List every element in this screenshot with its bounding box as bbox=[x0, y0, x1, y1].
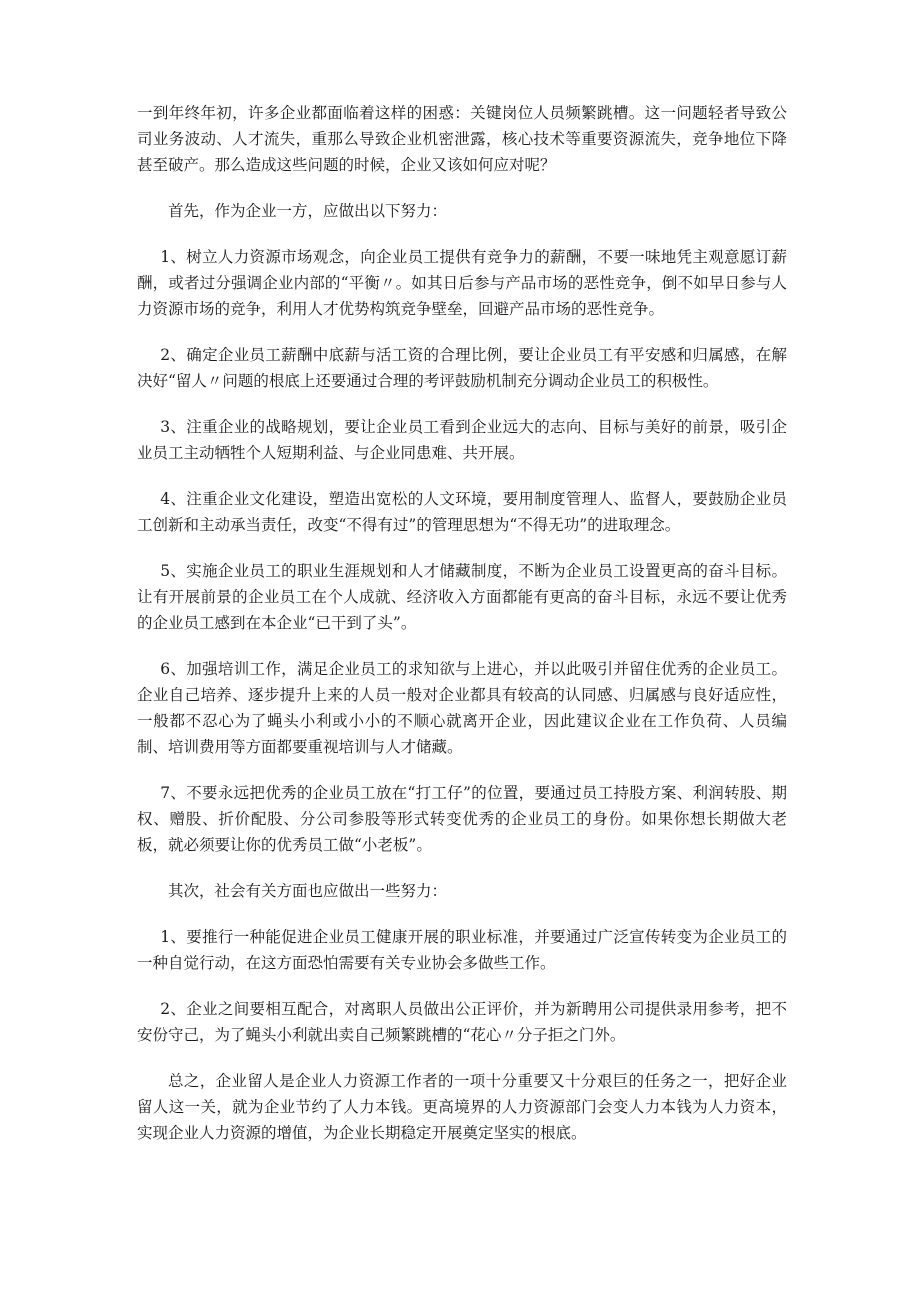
conclusion-paragraph: 总之，企业留人是企业人力资源工作者的一项十分重要又十分艰巨的任务之一，把好企业留人这一关，就为企业节约了人力本钱。更高境界的人力资源部门会变人力本钱为人力资本，实现企业人力资源的增值，为企业长期稳定开展奠定坚实的根底。 bbox=[137, 1072, 787, 1142]
society-item-1: 1、要推行一种能促进企业员工健康开展的职业标准，并要通过广泛宣传转变为企业员工的一种自觉行动，在这方面恐怕需要有关专业协会多做些工作。 bbox=[137, 928, 787, 972]
section-heading-enterprise: 首先，作为企业一方，应做出以下努力： bbox=[168, 202, 448, 220]
intro-paragraph: 一到年终年初，许多企业都面临着这样的困惑：关键岗位人员频繁跳槽。这一问题轻者导致公司业务波动、人才流失，重那么导致企业机密泄露，核心技术等重要资源流失，竞争地位下降甚至破产。那么造成这些问题的时候，企业又该如何应对呢？ bbox=[137, 104, 787, 174]
enterprise-item-3: 3、注重企业的战略规划，要让企业员工看到企业远大的志向、目标与美好的前景，吸引企业员工主动牺牲个人短期利益、与企业同患难、共开展。 bbox=[137, 418, 787, 462]
enterprise-item-4: 4、注重企业文化建设，塑造出宽松的人文环境，要用制度管理人、监督人，要鼓励企业员工创新和主动承当责任，改变“不得有过”的管理思想为“不得无功”的进取理念。 bbox=[137, 490, 787, 534]
enterprise-item-2: 2、确定企业员工薪酬中底薪与活工资的合理比例，要让企业员工有平安感和归属感，在解决好“留人〃问题的根底上还要通过合理的考评鼓励机制充分调动企业员工的积极性。 bbox=[137, 346, 787, 390]
enterprise-item-6: 6、加强培训工作，满足企业员工的求知欲与上进心，并以此吸引并留住优秀的企业员工。企业自己培养、逐步提升上来的人员一般对企业都具有较高的认同感、归属感与良好适应性，一般都不忍心为了蝇头小利或小小的不顺心就离开企业，因此建议企业在工作负荷、人员编制、培训费用等方面都要重视培训与人才储藏。 bbox=[137, 660, 787, 756]
society-item-2: 2、企业之间要相互配合，对离职人员做出公正评价，并为新聘用公司提供录用参考，把不安份守己，为了蝇头小利就出卖自己频繁跳槽的“花心〃分子拒之门外。 bbox=[137, 1000, 787, 1044]
section-heading-society: 其次，社会有关方面也应做出一些努力： bbox=[168, 882, 448, 900]
document-body bbox=[137, 100, 787, 1166]
enterprise-item-5: 5、实施企业员工的职业生涯规划和人才储藏制度，不断为企业员工设置更高的奋斗目标。让有开展前景的企业员工在个人成就、经济收入方面都能有更高的奋斗目标，永远不要让优秀的企业员工感到在本企业“已干到了头”。 bbox=[137, 562, 787, 632]
enterprise-item-7: 7、不要永远把优秀的企业员工放在“打工仔”的位置，要通过员工持股方案、利润转股、期权、赠股、折价配股、分公司参股等形式转变优秀的企业员工的身份。如果你想长期做大老板，就必须要让你的优秀员工做“小老板”。 bbox=[137, 784, 787, 854]
enterprise-item-1: 1、树立人力资源市场观念，向企业员工提供有竞争力的薪酬，不要一味地凭主观意愿订薪酬，或者过分强调企业内部的“平衡〃。如其日后参与产品市场的恶性竞争，倒不如早日参与人力资源市场的竞争，利用人才优势构筑竞争壁垒，回避产品市场的恶性竞争。 bbox=[137, 248, 787, 318]
